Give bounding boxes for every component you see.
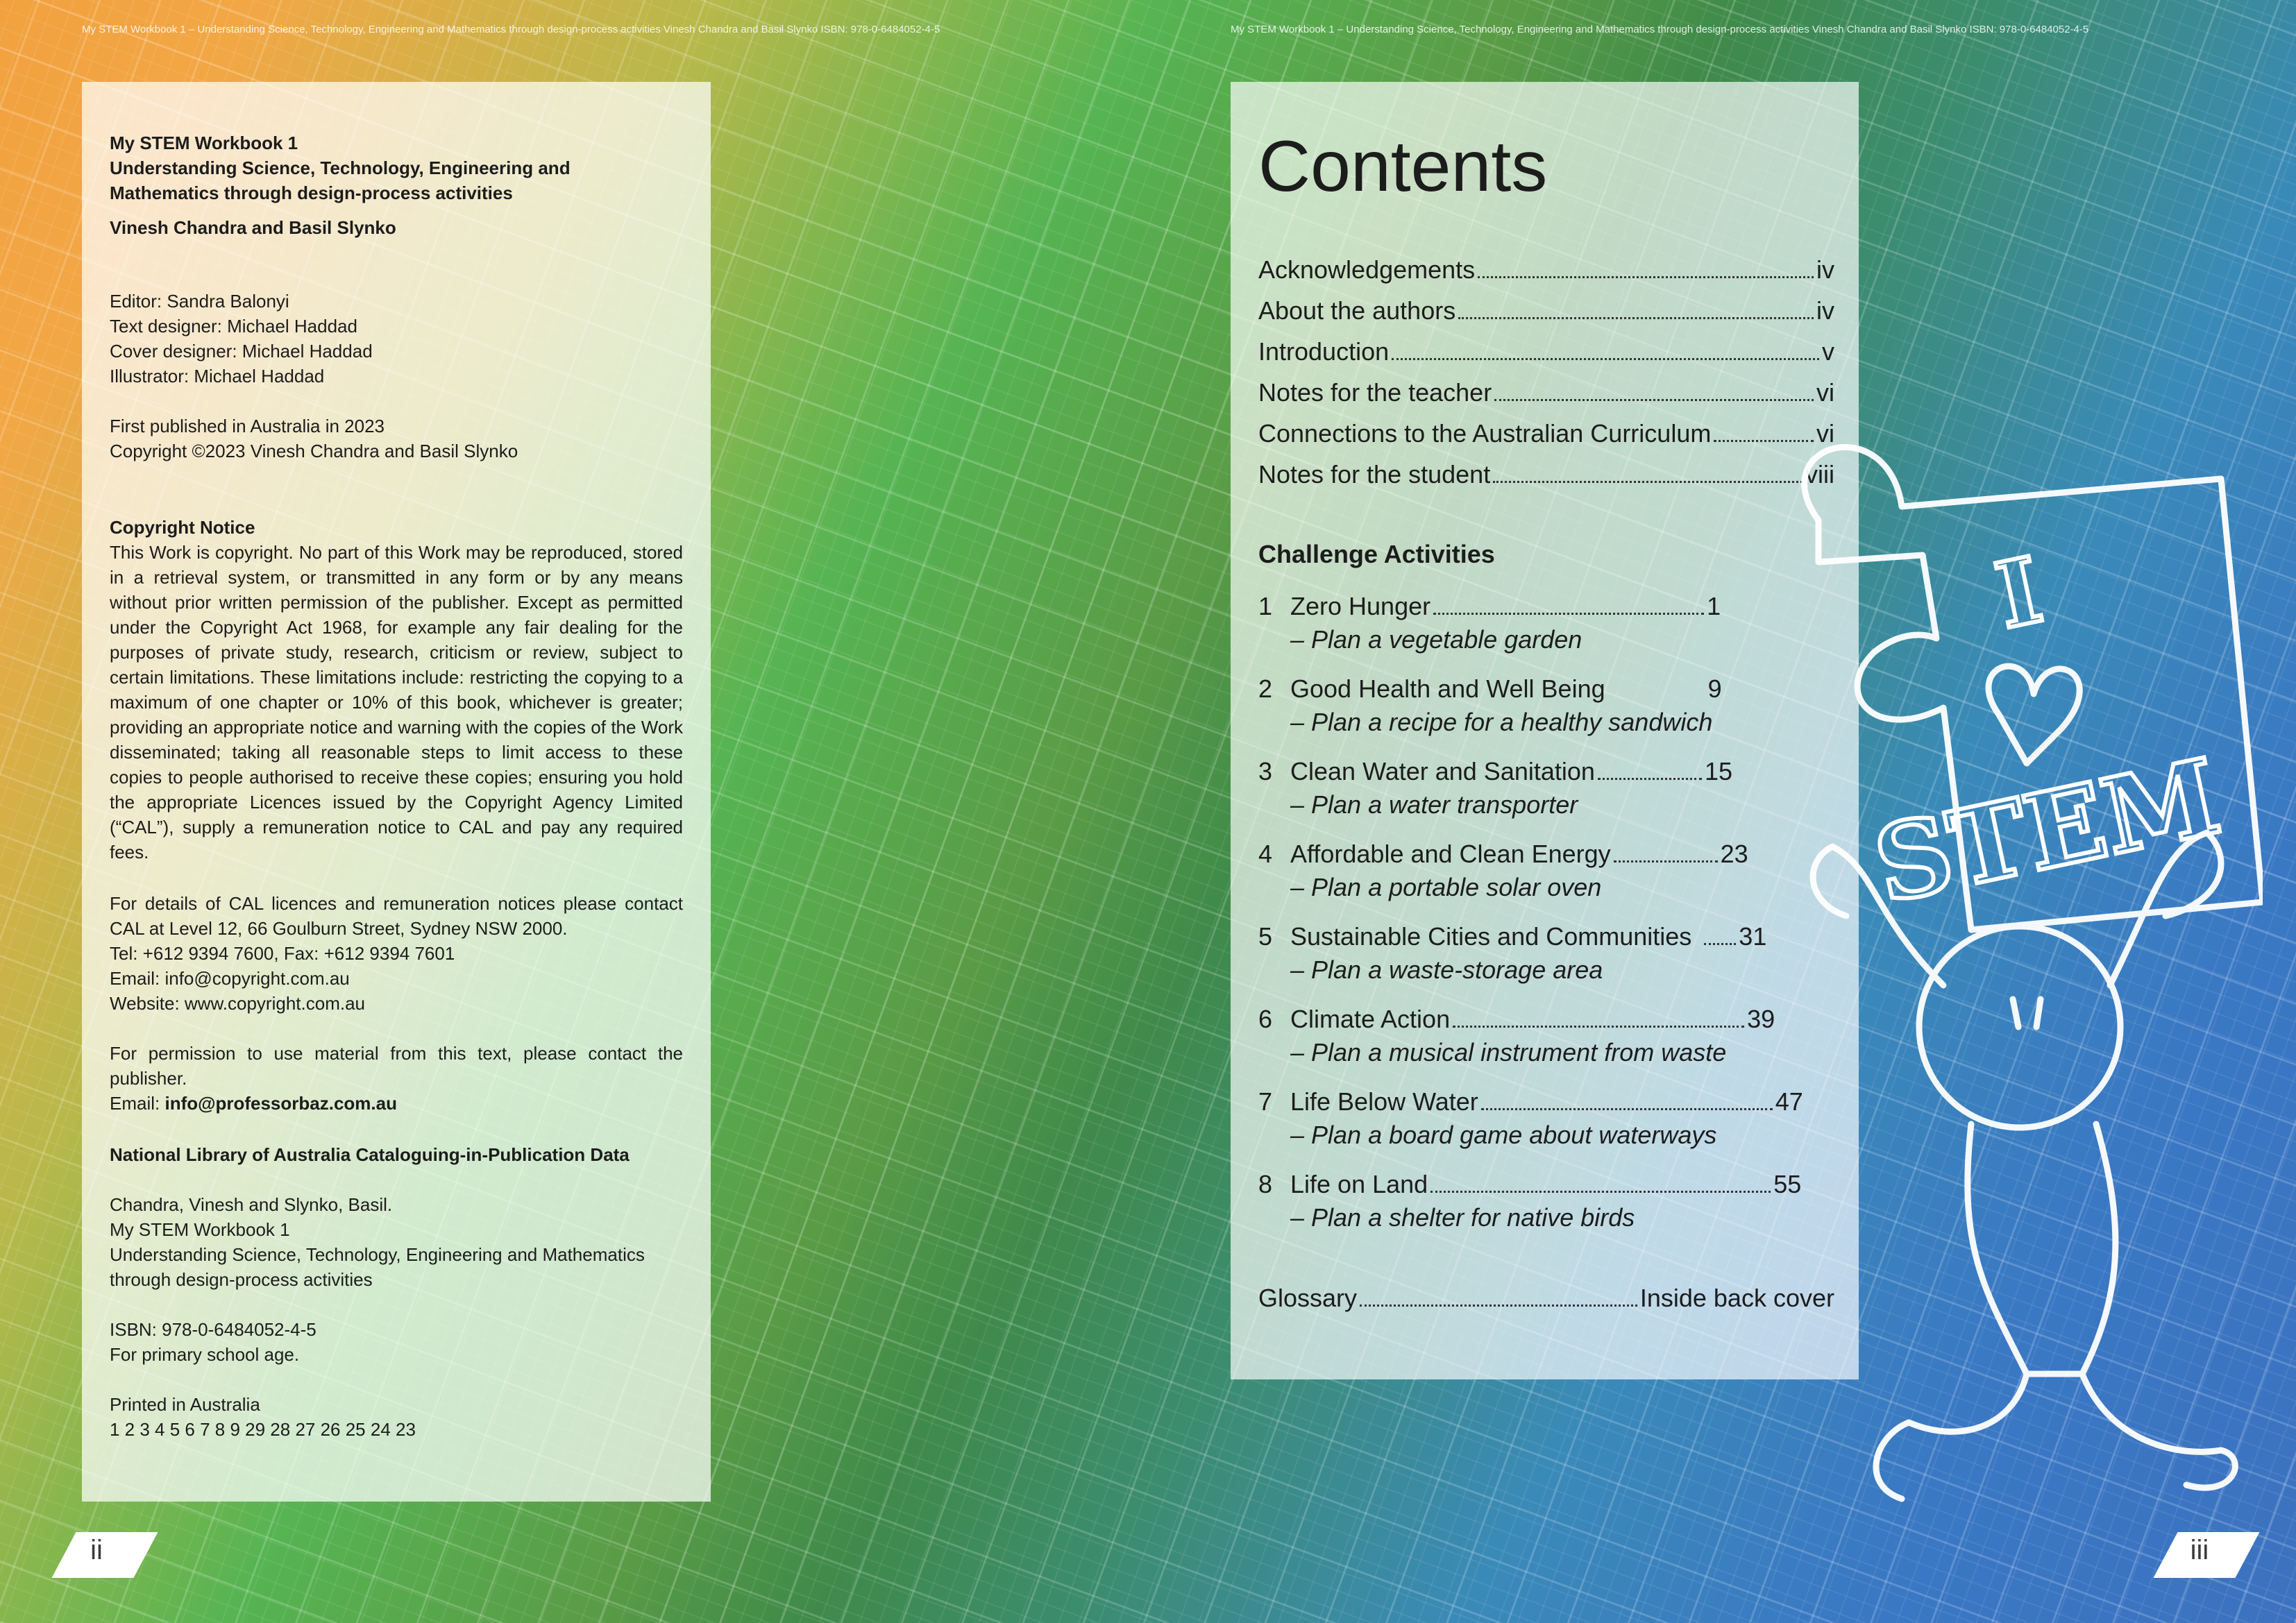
chapter-label: Good Health and Well Being [1290, 674, 1605, 703]
leader-dots [1481, 1108, 1773, 1110]
editor-credit: Editor: Sandra Balonyi [110, 291, 289, 312]
imprint-panel [82, 82, 711, 1502]
toc-entry[interactable] [1258, 375, 1834, 410]
chapter-page: 39 [1747, 1005, 1775, 1033]
toc-entry[interactable] [1258, 334, 1834, 369]
cal-website: Website: www.copyright.com.au [110, 993, 365, 1014]
permission-email-line [110, 1091, 683, 1116]
leader-dots [1430, 1191, 1771, 1193]
chapter-subtitle: – Plan a waste-storage area [1290, 955, 1603, 984]
leader-dots [1453, 1026, 1744, 1028]
page-number-left: ii [90, 1535, 103, 1565]
leader-dots [1458, 317, 1814, 319]
imprint-title: My STEM Workbook 1 [110, 133, 298, 153]
copyright-notice-body: This Work is copyright. No part of this Work may be reproduced, stored in a retrieval system, or transmitted in any form or by any means without prior written permission of the publisher. Except as permitted under the Copyright Act 1968, for example any fair dealing for the purposes of private study, research, criticism or review, subject to certain limitations. These limitations include: restricting the copying to a maximum of one chapter or 10% of this book, whichever is greater; providing an appropriate notice and warning with the copies of the Work disseminated; taking all reasonable steps to limit access to these copies to people authorised to receive these copies; ensuring you hold the appropriate Licences issued by the Copyright Agency Limited (“CAL”), supply a remuneration notice to CAL and pay any required fees. [110, 542, 683, 863]
chapter-page: 15 [1704, 757, 1732, 785]
chapter-number: 2 [1258, 674, 1273, 703]
toc-label: About the authors [1258, 296, 1456, 325]
nla-line-3: Understanding Science, Technology, Engineering and Mathematics [110, 1244, 645, 1265]
challenge-activities-heading: Challenge Activities [1258, 540, 1495, 568]
toc-entry[interactable] [1258, 253, 1834, 287]
permission-text: For permission to use material from this text, please contact the publisher. [110, 1043, 683, 1089]
first-published: First published in Australia in 2023 [110, 416, 385, 436]
chapter-subtitle: – Plan a musical instrument from waste [1290, 1038, 1727, 1067]
chapter-page: 9 [1707, 674, 1722, 703]
chapter-number: 7 [1258, 1087, 1273, 1116]
toc-label: Introduction [1258, 337, 1390, 366]
toc-label: Acknowledgements [1258, 255, 1476, 284]
leader-dots [1360, 1305, 1637, 1307]
figure-body [1968, 1124, 2116, 1374]
stem-word: STEM [1864, 735, 2230, 928]
leader-dots [1392, 358, 1819, 360]
chapter-label: Zero Hunger [1290, 592, 1431, 620]
leader-dots [1494, 399, 1814, 401]
permission-email-label: Email: [110, 1093, 165, 1114]
leader-dots [1614, 860, 1718, 863]
imprint-subtitle-1: Understanding Science, Technology, Engineering and [110, 158, 571, 178]
isbn-line: ISBN: 978-0-6484052-4-5 [110, 1319, 316, 1340]
chapter-label: Life Below Water [1290, 1087, 1478, 1116]
i-letter: I [1987, 536, 2051, 649]
chapter-number: 4 [1258, 840, 1273, 868]
i-love-stem-illustration [1735, 416, 2263, 1533]
chapter-subtitle: – Plan a water transporter [1290, 790, 1578, 819]
printed-line: Printed in Australia [110, 1394, 260, 1415]
print-number-line: 1 2 3 4 5 6 7 8 9 29 28 27 26 25 24 23 [110, 1419, 416, 1440]
nla-line-4: through design-process activities [110, 1269, 373, 1290]
illustrator-credit: Illustrator: Michael Haddad [110, 366, 325, 386]
running-header-left: My STEM Workbook 1 – Understanding Science, Technology, Engineering and Mathematics through design-process activities Vinesh Chandra and Basil Slynko ISBN: 978-0-6484052-4-5 [82, 24, 940, 35]
chapter-subtitle: – Plan a recipe for a healthy sandwich [1290, 708, 1713, 736]
nla-line-1: Chandra, Vinesh and Slynko, Basil. [110, 1194, 393, 1215]
permission-email-link[interactable]: info@professorbaz.com.au [164, 1093, 397, 1114]
chapter-page: 55 [1773, 1170, 1802, 1198]
cover-designer-credit: Cover designer: Michael Haddad [110, 341, 373, 362]
toc-page: vi [1816, 378, 1834, 407]
toc-label: Notes for the teacher [1258, 378, 1492, 407]
chapter-page: 31 [1739, 922, 1767, 951]
chapter-subtitle: – Plan a vegetable garden [1290, 625, 1582, 654]
chapter-page: 23 [1720, 840, 1748, 868]
toc-page: iv [1816, 255, 1834, 284]
figure-right-leg [2082, 1374, 2235, 1488]
nla-line-2: My STEM Workbook 1 [110, 1219, 290, 1240]
imprint-authors: Vinesh Chandra and Basil Slynko [110, 217, 396, 238]
toc-page: viii [1805, 460, 1834, 488]
age-line: For primary school age. [110, 1344, 300, 1365]
toc-label: Notes for the student [1258, 460, 1491, 488]
chapter-page: 1 [1707, 592, 1721, 620]
chapter-number: 6 [1258, 1005, 1273, 1033]
toc-entry[interactable] [1258, 294, 1834, 328]
chapter-label: Life on Land [1290, 1170, 1428, 1198]
contents-title: Contents [1258, 126, 1548, 207]
nla-heading: National Library of Australia Cataloguing-in-Publication Data [110, 1144, 630, 1165]
chapter-label: Climate Action [1290, 1005, 1451, 1033]
cal-email: Email: info@copyright.com.au [110, 968, 350, 989]
leader-dots [1598, 778, 1702, 780]
toc-page: v [1822, 337, 1834, 366]
page-number-right: iii [2190, 1535, 2209, 1565]
figure-eyes [2013, 999, 2041, 1027]
chapter-label: Clean Water and Sanitation [1290, 757, 1595, 785]
glossary-page: Inside back cover [1639, 1284, 1834, 1312]
chapter-label: Affordable and Clean Energy [1290, 840, 1611, 868]
chapter-number: 5 [1258, 922, 1273, 951]
chapter-subtitle: – Plan a shelter for native birds [1290, 1203, 1635, 1232]
copyright-line: Copyright ©2023 Vinesh Chandra and Basil Slynko [110, 441, 518, 461]
running-header-right: My STEM Workbook 1 – Understanding Science, Technology, Engineering and Mathematics through design-process activities Vinesh Chandra and Basil Slynko ISBN: 978-0-6484052-4-5 [1231, 24, 2089, 35]
chapter-number: 1 [1258, 592, 1273, 620]
chapter-subtitle: – Plan a board game about waterways [1290, 1121, 1717, 1149]
copyright-notice-heading: Copyright Notice [110, 517, 255, 538]
chapter-subtitle: – Plan a portable solar oven [1290, 873, 1602, 901]
leader-dots [1478, 276, 1814, 278]
leader-dots [1704, 943, 1736, 945]
leader-dots [1433, 613, 1704, 615]
chapter-page: 47 [1775, 1087, 1803, 1116]
heart-icon [1989, 666, 2079, 763]
chapter-label: Sustainable Cities and Communities [1290, 922, 1692, 951]
imprint-subtitle-2: Mathematics through design-process activities [110, 182, 513, 203]
glossary-label: Glossary [1258, 1284, 1358, 1312]
cal-phone: Tel: +612 9394 7600, Fax: +612 9394 7601 [110, 943, 455, 964]
figure-left-leg [1876, 1374, 2027, 1499]
toc-label: Connections to the Australian Curriculum [1258, 419, 1712, 448]
chapter-number: 3 [1258, 757, 1273, 785]
toc-page: vi [1816, 419, 1834, 448]
chapter-number: 8 [1258, 1170, 1273, 1198]
cal-details: For details of CAL licences and remuneration notices please contact CAL at Level 12, 66 Goulburn Street, Sydney NSW 2000. [110, 893, 683, 939]
toc-page: iv [1816, 296, 1834, 325]
text-designer-credit: Text designer: Michael Haddad [110, 316, 357, 337]
